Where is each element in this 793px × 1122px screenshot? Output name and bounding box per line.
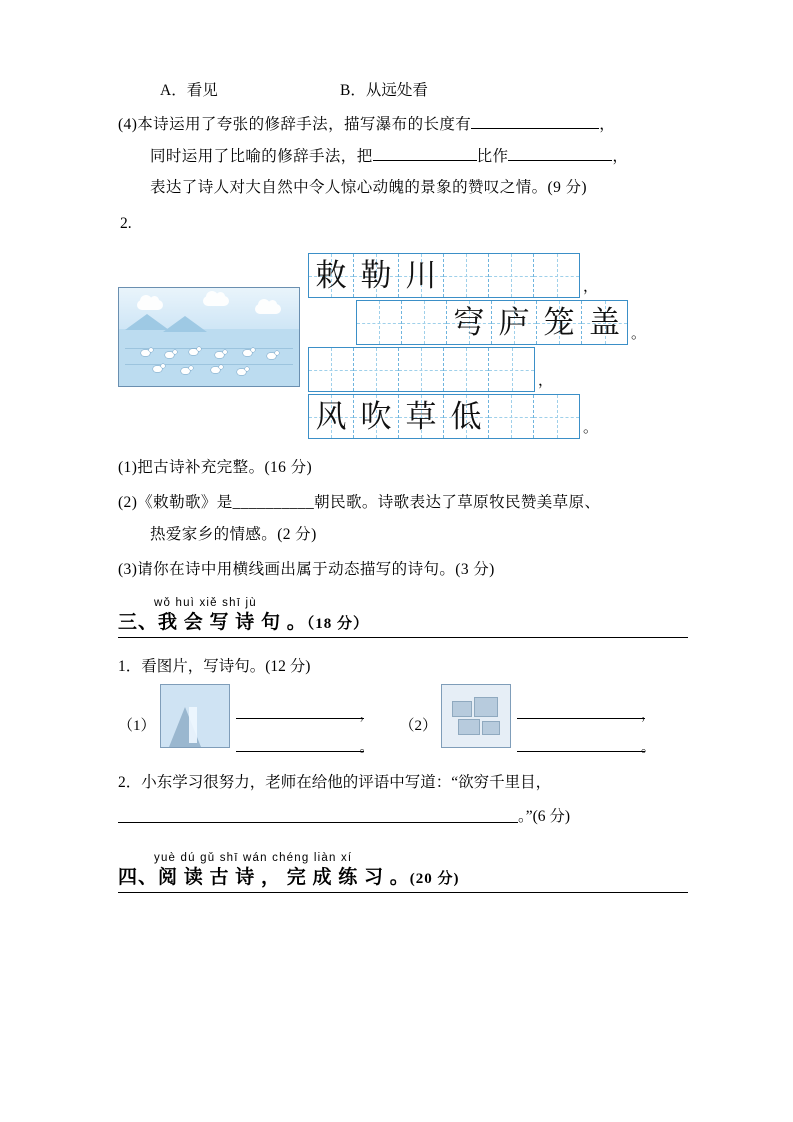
grid-cell-blank[interactable] [534,254,579,297]
village-thumbnail [441,684,511,748]
grid-cell-blank[interactable] [354,348,399,391]
grid-punctuation: ， [538,372,554,389]
grid-row [308,394,688,440]
picture-item-2 [399,684,656,756]
hill-icon [163,316,207,332]
answer-blank[interactable] [471,113,599,130]
grid-cells [308,394,580,439]
choice-option-a: A．看见 [160,82,218,99]
choice-option-b: B．从远处看 [340,82,428,99]
section-4-title: 四、阅 读 古 诗 ， 完 成 练 习 。 [118,866,410,888]
grid-cell: 风 [309,395,354,438]
question-4-comma: ， [599,116,616,133]
sheep-icon [237,369,246,375]
picture-label-2: （2） [399,717,438,734]
character-grid [308,253,688,441]
sheep-icon [181,368,190,374]
section-4-heading [118,862,688,893]
question-4-text-pre: (4)本诗运用了夸张的修辞手法，描写瀑布的长度有 [118,116,472,133]
answer-blank[interactable] [508,144,612,161]
grid-cell: 草 [399,395,444,438]
grid-cell: 吹 [354,395,399,438]
grid-cell: 川 [399,254,444,297]
section-3-title: 三、我 会 写 诗 句 。 [118,611,307,633]
section-3-pinyin: wǒ huì xiě shī jù [154,596,257,609]
grid-punctuation: 。 [583,419,599,436]
sheep-icon [211,367,220,373]
grid-cell: 穹 [447,301,492,344]
grid-cell: 笼 [537,301,582,344]
grid-cell-blank[interactable] [489,254,534,297]
question-4-comma-2: ， [612,147,629,165]
section-4 [118,852,688,893]
question-3-2 [118,770,688,826]
answer-blank[interactable] [373,144,477,161]
picture-label-1: （1） [118,717,156,734]
answer-line[interactable] [236,731,374,756]
grid-row [308,347,688,393]
sheep-icon [215,352,224,358]
item-2-sub-1: (1)把古诗补充完整。(16 分) [118,458,313,476]
building-shape [474,697,498,717]
section-3 [118,597,688,638]
question-3-2-tail: 。”(6 分) [518,807,571,825]
grid-cell-blank[interactable] [357,301,402,344]
grid-punctuation: ， [583,278,599,295]
grid-punctuation: 。 [631,325,647,342]
answer-lines-2 [517,684,656,756]
answer-line[interactable] [517,698,656,723]
answer-line[interactable] [517,731,656,756]
cloud-icon [203,296,229,306]
item-2-sub-2-cont: 热爱家乡的情感。(2 分) [150,525,317,543]
sheep-icon [267,353,276,359]
waterfall-shape [189,707,197,743]
poem-exercise-block [118,237,688,449]
sheep-icon [153,366,162,372]
waterfall-thumbnail [160,684,230,748]
worksheet-content [118,78,688,893]
grass-line [125,364,293,365]
grid-cell: 盖 [582,301,627,344]
answer-blank-long[interactable] [118,806,518,823]
grassland-illustration [118,287,300,387]
cloud-icon [137,300,163,310]
grid-cell-blank[interactable] [399,348,444,391]
grid-cell-blank[interactable] [444,348,489,391]
question-4-text-mid: 比作 [476,147,509,165]
choice-row [118,78,688,100]
grid-cell: 庐 [492,301,537,344]
section-3-score: （18 分） [306,615,370,632]
grid-cells [308,347,535,392]
line-punctuation: ， [359,707,374,723]
sheep-icon [141,350,150,356]
grid-cell: 敕 [309,254,354,297]
question-3-1: 1．看图片，写诗句。(12 分) [118,657,311,675]
sheep-icon [243,350,252,356]
section-4-pinyin: yuè dú gǔ shī wán chéng liàn xí [154,851,353,864]
grid-cell-blank[interactable] [444,254,489,297]
grid-row [308,300,688,346]
line-punctuation: 。 [359,740,374,756]
question-4-line-2 [118,144,688,170]
grid-cells [356,300,628,345]
grid-cells [308,253,580,298]
sheep-icon [165,352,174,358]
grid-cell-blank[interactable] [489,348,534,391]
question-3-2-line-1: 2．小东学习很努力，老师在给他的评语中写道：“欲穷千里目， [118,773,552,791]
cloud-icon [255,304,281,314]
grid-cell: 低 [444,395,489,438]
building-shape [452,701,472,717]
grid-cell-blank[interactable] [489,395,534,438]
section-3-heading [118,607,688,638]
sheep-icon [189,349,198,355]
picture-item-1 [118,684,374,756]
question-3-2-line-2 [118,804,688,826]
line-punctuation: 。 [641,740,656,756]
section-4-score: (20 分) [409,870,460,887]
item-2-sub-2: (2)《敕勒歌》是__________朝民歌。诗歌表达了草原牧民赞美草原、 [118,494,601,512]
question-4-line-3: 表达了诗人对大自然中令人惊心动魄的景象的赞叹之情。(9 分) [150,179,587,197]
item-2-number: 2. [120,214,132,232]
answer-line[interactable] [236,698,374,723]
building-shape [482,721,500,735]
grid-row [308,253,688,299]
question-4-text-mid-pre: 同时运用了比喻的修辞手法，把 [150,147,373,165]
item-2-sub-3: (3)请你在诗中用横线画出属于动态描写的诗句。(3 分) [118,561,495,579]
picture-answer-row [118,684,688,756]
grid-cell-blank[interactable] [534,395,579,438]
grid-cell: 勒 [354,254,399,297]
grid-cell-blank[interactable] [402,301,447,344]
answer-lines-1 [236,684,374,756]
question-4-line-1 [118,112,688,138]
line-punctuation: ， [641,707,656,723]
grid-cell-blank[interactable] [309,348,354,391]
building-shape [458,719,480,735]
